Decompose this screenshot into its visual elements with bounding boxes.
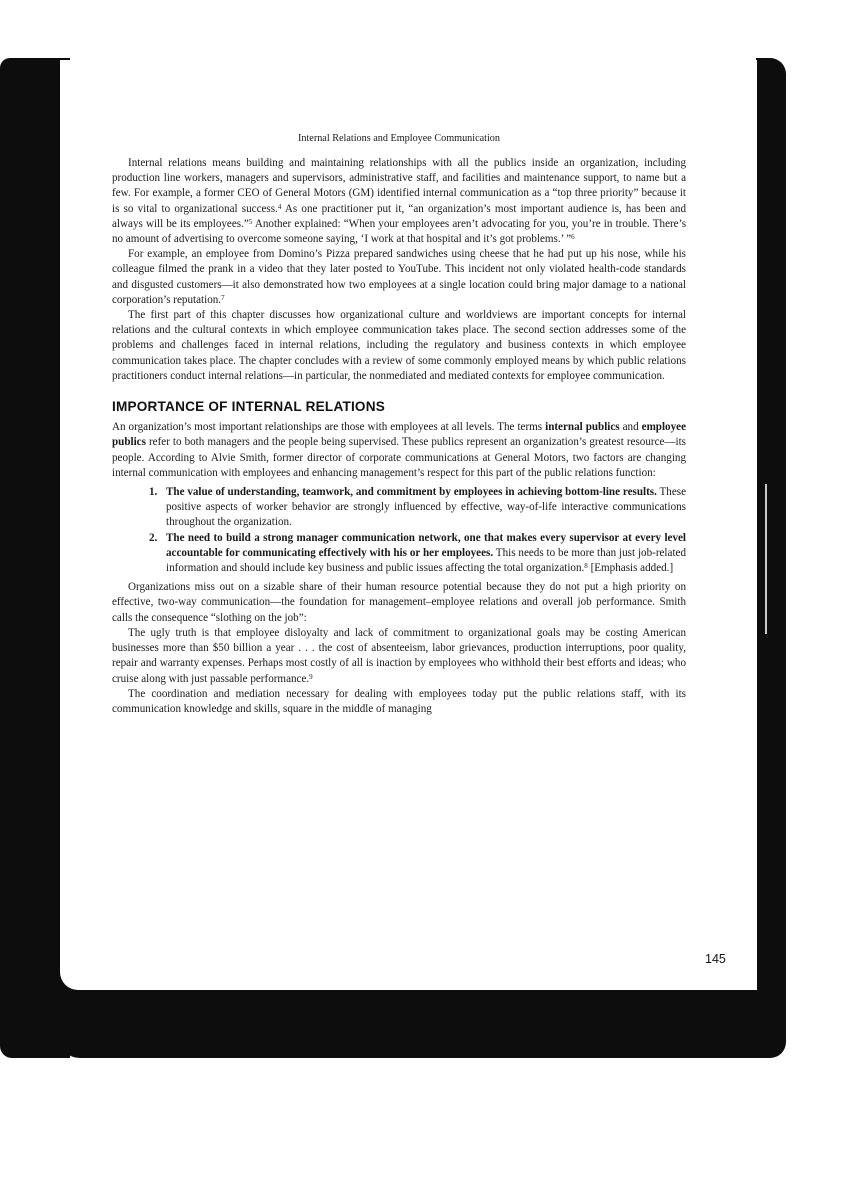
list-item: 2. The need to build a strong manager communication network, one that makes every supervisor at every level accountable for communicating effectively with his or her employees. This needs to be more than just job-related information and should include key business and public issues affecting the total organization.$^8$ [Emphasis added.] [149, 531, 686, 575]
term-employee-publics: employee publics [112, 421, 686, 449]
term-internal-publics: internal publics [545, 421, 620, 434]
footnote-ref: 7 [221, 293, 225, 302]
scan-spine-shadow [765, 484, 767, 634]
scan-border-right [756, 58, 786, 1058]
section-heading: IMPORTANCE OF INTERNAL RELATIONS [112, 399, 385, 415]
page-body [112, 156, 686, 717]
scan-border-bottom [58, 988, 784, 1058]
page-number: 145 [705, 952, 726, 966]
list-number: 1. [149, 486, 158, 499]
intro-paragraph-2: For example, an employee from Domino’s Pizza prepared sandwiches using cheese that he had put up his nose, while his colleague filmed the prank in a video that they later posted to YouTube. This incident not only violated health-code standards and disgusted customers—it also demonstrated how two employees at a single location could bring major damage to a national corporation’s reputation.$^7$ [112, 248, 686, 306]
closing-paragraph: The coordination and mediation necessary for dealing with employees today put the public relations staff, with its communication knowledge and skills, square in the middle of managing [112, 687, 686, 715]
section-intro-paragraph: An organization’s most important relationships are those with employees at all levels. The terms internal publics and employee publics refer to both managers and the people being supervised. These publics represent an organization’s greatest resource—its people. According to Alvie Smith, former director of corporate communications at General Motors, two factors are changing internal communication with employees and enhancing management’s respect for this part of the public relations function: [112, 421, 686, 479]
footnote-ref: 4 [277, 202, 282, 211]
footnote-ref: 6 [571, 233, 575, 242]
footnote-ref: 8 [584, 562, 588, 571]
book-page [60, 60, 757, 990]
factor-list [112, 485, 686, 576]
list-number: 2. [149, 531, 158, 544]
running-head: Internal Relations and Employee Communication [297, 133, 500, 144]
list-item: 1. The value of understanding, teamwork, and commitment by employees in achieving bottom-line results. These positive aspects of worker behavior are strongly influenced by effective, way-of-life interactive communications throughout the organization. [149, 486, 687, 529]
intro-paragraph-3: The first part of this chapter discusses how organizational culture and worldviews are important concepts for internal relations and the cultural contexts in which employee communication takes place. The second section addresses some of the problems and challenges faced in internal relations, including the regulatory and business contexts in which employee communication takes place. The chapter concludes with a review of some commonly employed means by which public relations practitioners conduct internal relations—in particular, the nonmediated and mediated contexts for employee communication. [112, 309, 686, 382]
footnote-ref: 5 [248, 217, 253, 226]
intro-paragraph-1: Internal relations means building and maintaining relationships with all the publics inside an organization, including production line workers, managers and supervisors, administrative staff, and facilities and maintenance support, to name but a few. For example, a former CEO of General Motors (GM) identified internal communication as a “top three priority” because it is so vital to organizational success.$^4$ As one practitioner put it, “an organization’s most important audience is, has been and always will be its employees.”$^5$ Another explained: “When your employees aren’t advocating for you, you’re in trouble. There’s no amount of advertising to overcome someone saying, ‘I work at that hospital and it’s got problems.’ ”$^6$ [112, 157, 687, 246]
body-paragraph: Organizations miss out on a sizable share of their human resource potential because they do not put a high priority on effective, two-way communication—the foundation for management–employee relations and overall job performance. Smith calls the consequence “slothing on the job”: [112, 581, 686, 624]
footnote-ref: 9 [309, 672, 313, 681]
block-quote: The ugly truth is that employee disloyalty and lack of commitment to organizational goals may be costing American businesses more than $50 billion a year . . . the cost of absenteeism, labor grievances, production interruptions, poor quality, repair and warranty expenses. Perhaps most costly of all is inaction by employees who withhold their best efforts and ideas; who cruise along with just passable performance.$^9$ [112, 626, 686, 685]
